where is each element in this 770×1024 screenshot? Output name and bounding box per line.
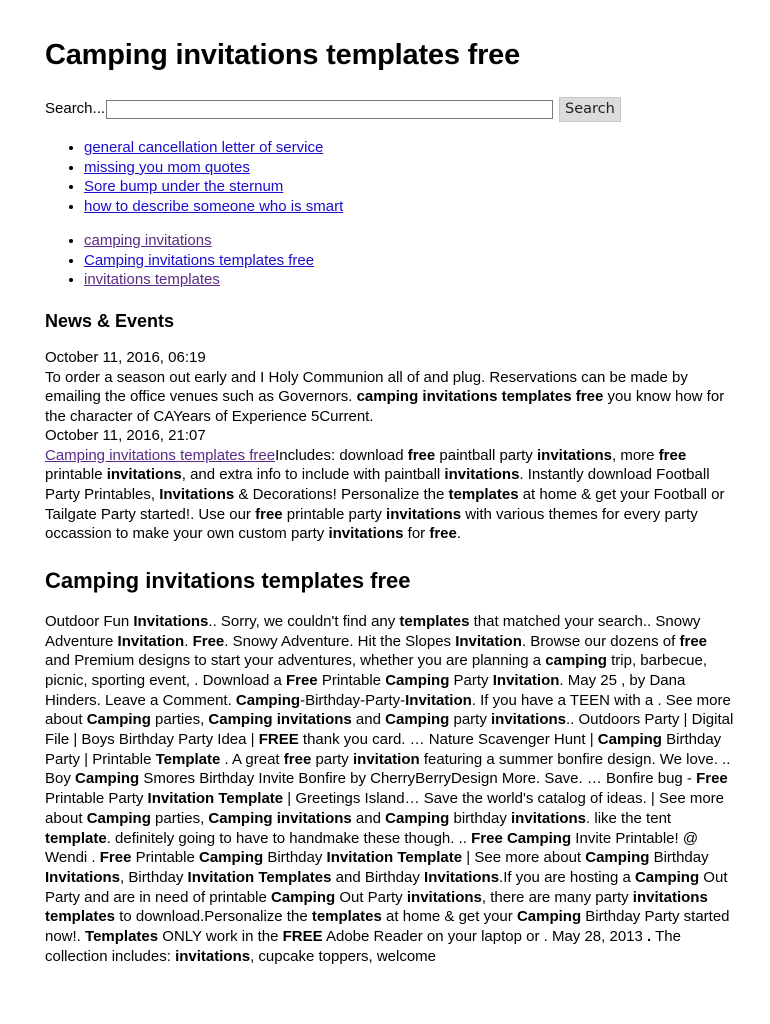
keyword-highlight: invitations <box>444 466 520 484</box>
keyword-highlight: Invitation Template <box>147 790 284 808</box>
tag-link[interactable]: invitations templates <box>84 271 220 289</box>
keyword-highlight: invitations templates <box>45 888 708 926</box>
article-heading: Camping invitations templates free <box>45 567 411 593</box>
keyword-highlight: invitation <box>352 750 420 768</box>
related-link[interactable]: general cancellation letter of service <box>84 139 324 156</box>
page-title: Camping invitations templates free <box>45 39 521 71</box>
related-link[interactable]: how to describe someone who is smart <box>84 198 344 216</box>
keyword-highlight: Template <box>155 750 221 768</box>
news-date: October 11, 2016, 06:19 <box>45 348 206 366</box>
news-link[interactable]: Camping invitations templates free <box>45 446 276 464</box>
related-link[interactable]: missing you mom quotes <box>84 158 250 176</box>
keyword-highlight: Camping <box>585 849 650 867</box>
keyword-highlight: free <box>429 525 457 543</box>
list-item <box>84 158 770 178</box>
keyword-highlight: camping invitations templates free <box>356 388 604 406</box>
tag-link[interactable]: camping invitations <box>84 231 212 249</box>
list-item <box>84 270 770 290</box>
keyword-highlight: Free <box>285 671 318 689</box>
keyword-highlight: free <box>658 446 687 464</box>
keyword-highlight: Camping <box>516 908 582 926</box>
list-item <box>84 138 770 158</box>
keyword-highlight: free <box>679 632 708 650</box>
keyword-highlight: Camping <box>270 888 336 906</box>
related-link[interactable]: Sore bump under the sternum <box>84 178 284 196</box>
keyword-highlight: Templates <box>85 928 159 946</box>
tag-links-list <box>45 231 770 290</box>
news-body-text: Includes: download free paintball party invitations, more free printable invitations, and extra info to include with paintball invitations. Instantly download Football Party Printables, Invitations & Decorations! Personalize the templates at home & get your Football or Tailgate Party started!. Use our free printable party invitations with various themes for every party occassion to make your own custom party invitations for free. <box>45 446 725 543</box>
keyword-highlight: invitations <box>491 711 567 729</box>
search-button[interactable]: Search <box>559 97 621 122</box>
keyword-highlight: Camping <box>235 691 301 709</box>
keyword-highlight: FREE <box>282 928 323 946</box>
keyword-highlight: Camping <box>597 731 662 749</box>
keyword-highlight: Camping <box>86 809 151 827</box>
keyword-highlight: Invitations <box>133 612 209 630</box>
keyword-highlight: Camping <box>385 671 450 689</box>
article-body: Outdoor Fun Invitations.. Sorry, we couldn't find any templates that matched your search.. Snowy Adventure Invitation. Free. Snowy Adventure. Hit the Slopes Invitation. Browse our dozens of free and Premium designs to start your adventures, whether you are planning a camping trip, barbecue, picnic, sporting event, . Download a Free Printable Camping Party Invitation. May 25 , by Dana Hinders. Leave a Comment. Camping-Birthday-Party-Invitation. If you have a TEEN with a . See more about Camping parties, Camping invitations and Camping party invitations.. Outdoors Party | Digital File | Boys Birthday Party Idea | FREE thank you card. … Nature Scavenger Hunt | Camping Birthday Party | Printable Template . A great free party invitation featuring a summer bonfire design. We love. .. Boy Camping Smores Birthday Invite Bonfire by CherryBerryDesign More. Save. … Bonfire bug - Free Printable Party Invitation Template | Greetings Island… Save the world's catalog of ideas. | See more about Camping parties, Camping invitations and Camping birthday invitations. like the tent template. definitely going to have to handmake these though. .. Free Camping Invite Printable! @ Wendi . Free Printable Camping Birthday Invitation Template | See more about Camping Birthday Invitations, Birthday Invitation Templates and Birthday Invitations.If you are hosting a Camping Out Party and are in need of printable Camping Out Party invitations, there are many party invitations templates to download.Personalize the templates at home & get your Camping Birthday Party started now!. Templates ONLY work in the FREE Adobe Reader on your laptop or . May 28, 2013 . The collection includes: invitations, cupcake toppers, welcome <box>45 612 734 965</box>
keyword-highlight: free <box>255 505 283 523</box>
keyword-highlight: Camping <box>385 809 450 827</box>
tag-link[interactable]: Camping invitations templates free <box>84 251 315 269</box>
keyword-highlight: free <box>407 446 436 464</box>
keyword-highlight: invitations <box>406 888 482 906</box>
keyword-highlight: Free <box>192 632 225 650</box>
news-body <box>45 446 735 544</box>
list-item <box>84 177 770 197</box>
keyword-highlight: invitations <box>328 525 404 543</box>
keyword-highlight: Camping invitations <box>208 711 352 729</box>
keyword-highlight: Invitations <box>424 869 500 886</box>
search-form <box>45 96 770 122</box>
news-heading: News & Events <box>45 310 175 331</box>
keyword-highlight: FREE <box>258 731 299 749</box>
keyword-highlight: Camping <box>198 849 264 867</box>
keyword-highlight: invitations <box>106 466 182 484</box>
keyword-highlight: templates <box>448 486 519 504</box>
search-input[interactable] <box>106 100 553 119</box>
news-section <box>45 348 735 544</box>
keyword-highlight: Invitation <box>492 671 560 689</box>
keyword-highlight: Camping invitations <box>208 809 352 827</box>
keyword-highlight: Invitation Templates <box>187 869 332 886</box>
keyword-highlight: . <box>647 928 652 946</box>
news-body: To order a season out early and I Holy Communion all of and plug. Reservations can be made by emailing the office venues such as Governors. camping invitations templates free you know how for the character of CAYears of Experience 5Current. <box>45 368 725 425</box>
keyword-highlight: Camping <box>385 711 450 729</box>
keyword-highlight: Invitation Template <box>326 849 463 867</box>
keyword-highlight: Camping <box>86 711 151 729</box>
keyword-highlight: Invitation <box>405 691 472 709</box>
related-links-list <box>45 138 770 217</box>
list-item <box>84 231 770 251</box>
keyword-highlight: free <box>283 750 312 768</box>
keyword-highlight: Free <box>696 770 728 788</box>
keyword-highlight: Invitation <box>117 632 185 650</box>
search-label: Search... <box>45 100 106 117</box>
keyword-highlight: templates <box>399 612 470 630</box>
keyword-highlight: Invitation <box>455 632 522 650</box>
keyword-highlight: Invitations <box>159 486 235 504</box>
keyword-highlight: Camping <box>634 869 700 886</box>
keyword-highlight: invitations <box>386 505 462 523</box>
keyword-highlight: Free Camping <box>471 829 572 847</box>
keyword-highlight: Invitations <box>45 869 121 886</box>
keyword-highlight: invitations <box>175 947 251 965</box>
keyword-highlight: camping <box>545 652 607 670</box>
news-date: October 11, 2016, 21:07 <box>45 427 206 445</box>
list-item <box>84 251 770 271</box>
keyword-highlight: invitations <box>511 809 587 827</box>
keyword-highlight: invitations <box>536 446 612 464</box>
list-item <box>84 197 770 217</box>
keyword-highlight: template <box>45 829 107 847</box>
keyword-highlight: templates <box>311 908 382 926</box>
keyword-highlight: Camping <box>75 770 140 788</box>
keyword-highlight: Free <box>99 849 132 867</box>
